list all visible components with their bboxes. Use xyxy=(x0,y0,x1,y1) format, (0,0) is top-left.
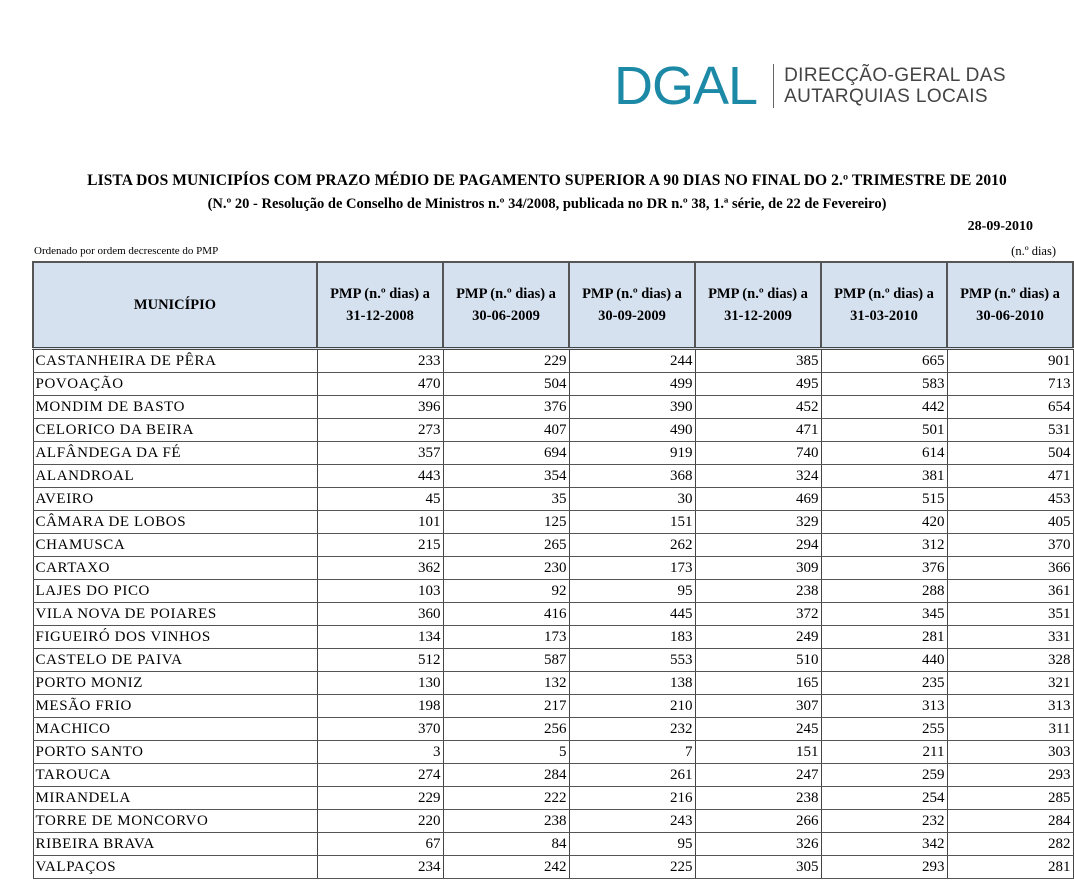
municipio-cell: MONDIM DE BASTO xyxy=(33,396,317,419)
pmp-value-cell: 357 xyxy=(317,442,443,465)
pmp-value-cell: 92 xyxy=(443,580,569,603)
logo-line-2: AUTARQUIAS LOCAIS xyxy=(784,86,988,107)
municipio-cell: FIGUEIRÓ DOS VINHOS xyxy=(33,626,317,649)
municipio-cell: POVOAÇÃO xyxy=(33,373,317,396)
pmp-value-cell: 165 xyxy=(695,672,821,695)
pmp-value-cell: 309 xyxy=(695,557,821,580)
pmp-value-cell: 471 xyxy=(695,419,821,442)
pmp-value-cell: 331 xyxy=(947,626,1073,649)
pmp-value-cell: 45 xyxy=(317,488,443,511)
page-title: LISTA DOS MUNICIPÍOS COM PRAZO MÉDIO DE PAGAMENTO SUPERIOR A 90 DIAS NO FINAL DO 2.º TRIMESTRE DE 2010 xyxy=(87,172,1007,189)
table-row xyxy=(33,626,1073,649)
pmp-value-cell: 919 xyxy=(569,442,695,465)
pmp-value-cell: 471 xyxy=(947,465,1073,488)
pmp-value-cell: 372 xyxy=(695,603,821,626)
pmp-value-cell: 134 xyxy=(317,626,443,649)
pmp-value-cell: 407 xyxy=(443,419,569,442)
pmp-value-cell: 151 xyxy=(695,741,821,764)
municipio-cell: VILA NOVA DE POIARES xyxy=(33,603,317,626)
pmp-value-cell: 245 xyxy=(695,718,821,741)
header-pmp-2009-06: PMP (n.º dias) a 30-06-2009 xyxy=(443,262,569,349)
pmp-value-cell: 5 xyxy=(443,741,569,764)
pmp-value-cell: 512 xyxy=(317,649,443,672)
municipio-cell: VALPAÇOS xyxy=(33,856,317,879)
pmp-value-cell: 244 xyxy=(569,349,695,373)
pmp-value-cell: 281 xyxy=(947,856,1073,879)
pmp-value-cell: 230 xyxy=(443,557,569,580)
pmp-value-cell: 234 xyxy=(317,856,443,879)
pmp-value-cell: 396 xyxy=(317,396,443,419)
pmp-value-cell: 101 xyxy=(317,511,443,534)
unit-note: (n.º dias) xyxy=(1011,244,1056,258)
pmp-value-cell: 249 xyxy=(695,626,821,649)
pmp-value-cell: 125 xyxy=(443,511,569,534)
pmp-value-cell: 216 xyxy=(569,787,695,810)
municipio-cell: CASTANHEIRA DE PÊRA xyxy=(33,349,317,373)
pmp-value-cell: 311 xyxy=(947,718,1073,741)
table-row xyxy=(33,695,1073,718)
pmp-value-cell: 376 xyxy=(443,396,569,419)
pmp-value-cell: 440 xyxy=(821,649,947,672)
pmp-value-cell: 238 xyxy=(695,580,821,603)
pmp-value-cell: 284 xyxy=(443,764,569,787)
table-row xyxy=(33,419,1073,442)
municipio-cell: CARTAXO xyxy=(33,557,317,580)
pmp-value-cell: 130 xyxy=(317,672,443,695)
pmp-value-cell: 303 xyxy=(947,741,1073,764)
pmp-value-cell: 587 xyxy=(443,649,569,672)
pmp-value-cell: 255 xyxy=(821,718,947,741)
pmp-value-cell: 901 xyxy=(947,349,1073,373)
pmp-value-cell: 222 xyxy=(443,787,569,810)
pmp-value-cell: 217 xyxy=(443,695,569,718)
pmp-value-cell: 515 xyxy=(821,488,947,511)
pmp-value-cell: 151 xyxy=(569,511,695,534)
pmp-value-cell: 370 xyxy=(947,534,1073,557)
pmp-value-cell: 328 xyxy=(947,649,1073,672)
municipio-cell: LAJES DO PICO xyxy=(33,580,317,603)
pmp-value-cell: 361 xyxy=(947,580,1073,603)
pmp-value-cell: 281 xyxy=(821,626,947,649)
document-date: 28-09-2010 xyxy=(967,219,1033,234)
pmp-value-cell: 313 xyxy=(821,695,947,718)
pmp-value-cell: 225 xyxy=(569,856,695,879)
table-row xyxy=(33,396,1073,419)
pmp-value-cell: 553 xyxy=(569,649,695,672)
pmp-value-cell: 445 xyxy=(569,603,695,626)
pmp-value-cell: 381 xyxy=(821,465,947,488)
pmp-value-cell: 229 xyxy=(443,349,569,373)
pmp-value-cell: 247 xyxy=(695,764,821,787)
pmp-value-cell: 531 xyxy=(947,419,1073,442)
pmp-value-cell: 368 xyxy=(569,465,695,488)
pmp-value-cell: 469 xyxy=(695,488,821,511)
table-row xyxy=(33,672,1073,695)
table-row xyxy=(33,465,1073,488)
pmp-value-cell: 285 xyxy=(947,787,1073,810)
pmp-value-cell: 614 xyxy=(821,442,947,465)
table-row xyxy=(33,741,1073,764)
pmp-value-cell: 342 xyxy=(821,833,947,856)
pmp-value-cell: 443 xyxy=(317,465,443,488)
pmp-value-cell: 583 xyxy=(821,373,947,396)
pmp-value-cell: 232 xyxy=(569,718,695,741)
pmp-value-cell: 470 xyxy=(317,373,443,396)
pmp-value-cell: 84 xyxy=(443,833,569,856)
municipio-cell: TAROUCA xyxy=(33,764,317,787)
pmp-value-cell: 173 xyxy=(569,557,695,580)
table-row xyxy=(33,557,1073,580)
pmp-value-cell: 740 xyxy=(695,442,821,465)
municipio-cell: MESÃO FRIO xyxy=(33,695,317,718)
pmp-value-cell: 67 xyxy=(317,833,443,856)
table-row xyxy=(33,718,1073,741)
table-row xyxy=(33,373,1073,396)
header-pmp-2010-03: PMP (n.º dias) a 31-03-2010 xyxy=(821,262,947,349)
table-row xyxy=(33,603,1073,626)
pmp-value-cell: 232 xyxy=(821,810,947,833)
table-row xyxy=(33,787,1073,810)
pmp-table xyxy=(32,261,1074,879)
pmp-value-cell: 442 xyxy=(821,396,947,419)
pmp-value-cell: 284 xyxy=(947,810,1073,833)
pmp-value-cell: 307 xyxy=(695,695,821,718)
pmp-value-cell: 495 xyxy=(695,373,821,396)
logo-text xyxy=(784,65,1006,107)
pmp-value-cell: 345 xyxy=(821,603,947,626)
pmp-value-cell: 282 xyxy=(947,833,1073,856)
municipio-cell: PORTO MONIZ xyxy=(33,672,317,695)
pmp-value-cell: 324 xyxy=(695,465,821,488)
municipio-cell: CÂMARA DE LOBOS xyxy=(33,511,317,534)
municipio-cell: MACHICO xyxy=(33,718,317,741)
pmp-value-cell: 210 xyxy=(569,695,695,718)
pmp-value-cell: 385 xyxy=(695,349,821,373)
pmp-value-cell: 510 xyxy=(695,649,821,672)
pmp-value-cell: 265 xyxy=(443,534,569,557)
pmp-value-cell: 235 xyxy=(821,672,947,695)
header-pmp-2009-09: PMP (n.º dias) a 30-09-2009 xyxy=(569,262,695,349)
pmp-value-cell: 370 xyxy=(317,718,443,741)
pmp-value-cell: 312 xyxy=(821,534,947,557)
pmp-value-cell: 452 xyxy=(695,396,821,419)
pmp-value-cell: 294 xyxy=(695,534,821,557)
pmp-value-cell: 329 xyxy=(695,511,821,534)
pmp-value-cell: 35 xyxy=(443,488,569,511)
municipio-cell: PORTO SANTO xyxy=(33,741,317,764)
pmp-value-cell: 360 xyxy=(317,603,443,626)
pmp-value-cell: 138 xyxy=(569,672,695,695)
municipio-cell: CASTELO DE PAIVA xyxy=(33,649,317,672)
pmp-value-cell: 293 xyxy=(821,856,947,879)
pmp-value-cell: 243 xyxy=(569,810,695,833)
pmp-value-cell: 254 xyxy=(821,787,947,810)
pmp-value-cell: 305 xyxy=(695,856,821,879)
table-row xyxy=(33,488,1073,511)
table-body xyxy=(33,349,1073,879)
municipio-cell: ALANDROAL xyxy=(33,465,317,488)
pmp-value-cell: 293 xyxy=(947,764,1073,787)
logo-line-1: DIRECÇÃO-GERAL DAS xyxy=(784,65,1006,86)
page-subtitle: (N.º 20 - Resolução de Conselho de Ministros n.º 34/2008, publicada no DR n.º 38, 1.ª série, de 22 de Fevereiro) xyxy=(207,196,887,212)
pmp-value-cell: 211 xyxy=(821,741,947,764)
pmp-value-cell: 490 xyxy=(569,419,695,442)
pmp-value-cell: 504 xyxy=(443,373,569,396)
pmp-value-cell: 95 xyxy=(569,580,695,603)
table-row xyxy=(33,349,1073,373)
pmp-value-cell: 30 xyxy=(569,488,695,511)
municipio-cell: TORRE DE MONCORVO xyxy=(33,810,317,833)
pmp-value-cell: 453 xyxy=(947,488,1073,511)
pmp-value-cell: 183 xyxy=(569,626,695,649)
sort-note: Ordenado por ordem decrescente do PMP xyxy=(34,245,219,257)
pmp-value-cell: 273 xyxy=(317,419,443,442)
table-header-row xyxy=(33,262,1073,349)
pmp-value-cell: 313 xyxy=(947,695,1073,718)
pmp-value-cell: 504 xyxy=(947,442,1073,465)
pmp-value-cell: 238 xyxy=(695,787,821,810)
pmp-value-cell: 266 xyxy=(695,810,821,833)
pmp-value-cell: 7 xyxy=(569,741,695,764)
logo-mark: DGAL xyxy=(614,56,758,116)
table-row xyxy=(33,649,1073,672)
pmp-value-cell: 665 xyxy=(821,349,947,373)
table-row xyxy=(33,442,1073,465)
pmp-value-cell: 274 xyxy=(317,764,443,787)
municipio-cell: ALFÂNDEGA DA FÉ xyxy=(33,442,317,465)
logo-divider xyxy=(773,64,774,108)
header-pmp-2008-12: PMP (n.º dias) a 31-12-2008 xyxy=(317,262,443,349)
pmp-value-cell: 3 xyxy=(317,741,443,764)
pmp-value-cell: 326 xyxy=(695,833,821,856)
pmp-value-cell: 416 xyxy=(443,603,569,626)
municipio-cell: CELORICO DA BEIRA xyxy=(33,419,317,442)
pmp-value-cell: 103 xyxy=(317,580,443,603)
pmp-value-cell: 499 xyxy=(569,373,695,396)
pmp-value-cell: 694 xyxy=(443,442,569,465)
table-row xyxy=(33,856,1073,879)
table-row xyxy=(33,511,1073,534)
pmp-value-cell: 366 xyxy=(947,557,1073,580)
dgal-logo xyxy=(614,58,1006,114)
pmp-value-cell: 259 xyxy=(821,764,947,787)
table-row xyxy=(33,764,1073,787)
header-pmp-2010-06: PMP (n.º dias) a 30-06-2010 xyxy=(947,262,1073,349)
pmp-value-cell: 229 xyxy=(317,787,443,810)
header-pmp-2009-12: PMP (n.º dias) a 31-12-2009 xyxy=(695,262,821,349)
pmp-value-cell: 220 xyxy=(317,810,443,833)
pmp-value-cell: 354 xyxy=(443,465,569,488)
pmp-value-cell: 95 xyxy=(569,833,695,856)
pmp-value-cell: 173 xyxy=(443,626,569,649)
pmp-value-cell: 262 xyxy=(569,534,695,557)
pmp-value-cell: 362 xyxy=(317,557,443,580)
pmp-value-cell: 501 xyxy=(821,419,947,442)
pmp-value-cell: 238 xyxy=(443,810,569,833)
pmp-value-cell: 256 xyxy=(443,718,569,741)
municipio-cell: MIRANDELA xyxy=(33,787,317,810)
pmp-value-cell: 390 xyxy=(569,396,695,419)
pmp-value-cell: 288 xyxy=(821,580,947,603)
header-municipio: MUNICÍPIO xyxy=(33,262,317,349)
municipio-cell: RIBEIRA BRAVA xyxy=(33,833,317,856)
pmp-value-cell: 321 xyxy=(947,672,1073,695)
municipio-cell: AVEIRO xyxy=(33,488,317,511)
pmp-value-cell: 351 xyxy=(947,603,1073,626)
municipio-cell: CHAMUSCA xyxy=(33,534,317,557)
pmp-value-cell: 261 xyxy=(569,764,695,787)
table-row xyxy=(33,580,1073,603)
pmp-value-cell: 198 xyxy=(317,695,443,718)
pmp-value-cell: 405 xyxy=(947,511,1073,534)
pmp-value-cell: 215 xyxy=(317,534,443,557)
pmp-value-cell: 132 xyxy=(443,672,569,695)
table-row xyxy=(33,833,1073,856)
pmp-value-cell: 233 xyxy=(317,349,443,373)
table-row xyxy=(33,534,1073,557)
pmp-value-cell: 242 xyxy=(443,856,569,879)
pmp-value-cell: 376 xyxy=(821,557,947,580)
table-row xyxy=(33,810,1073,833)
pmp-value-cell: 420 xyxy=(821,511,947,534)
pmp-value-cell: 654 xyxy=(947,396,1073,419)
pmp-value-cell: 713 xyxy=(947,373,1073,396)
